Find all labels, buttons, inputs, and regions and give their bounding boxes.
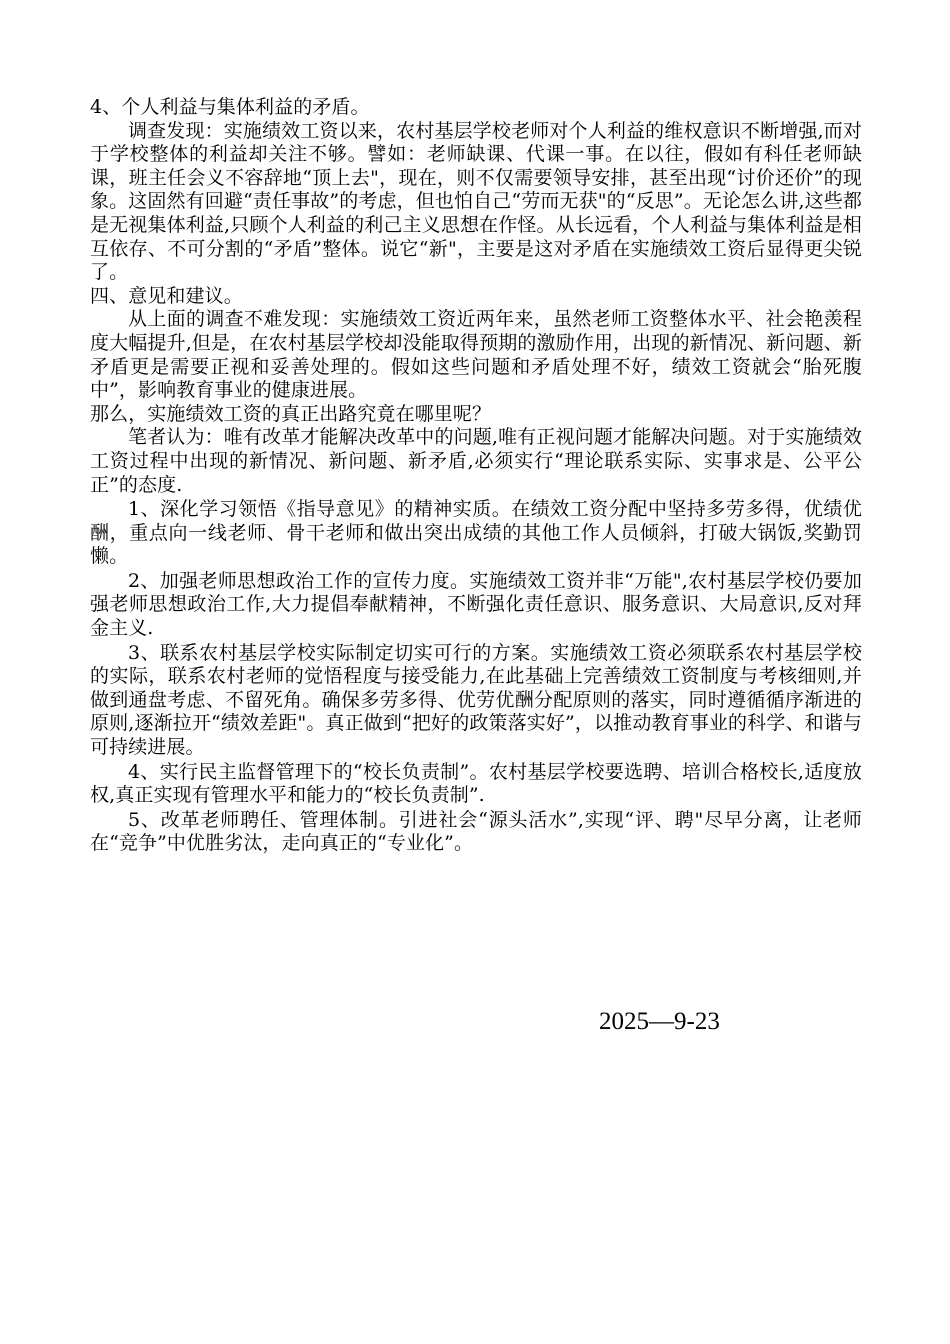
- paragraph-author-view: 笔者认为：唯有改革才能解决改革中的问题,唯有正视问题才能解决问题。对于实施绩效工资过程中出现的新情况、新问题、新矛盾,必须实行“理论联系实际、实事求是、公平公正”的态度.: [90, 426, 862, 496]
- suggestion-item-3: 3、联系农村基层学校实际制定切实可行的方案。实施绩效工资必须联系农村基层学校的实际，联系农村老师的觉悟程度与接受能力,在此基础上完善绩效工资制度与考核细则,并做到通盘考虑、不留死角。确保多劳多得、优劳优酬分配原则的落实，同时遵循循序渐进的原则,逐渐拉开“绩效差距"。真正做到“把好的政策落实好”，以推动教育事业的科学、和谐与可持续进展。: [90, 641, 862, 759]
- document-date: 2025—9-23: [599, 1008, 720, 1035]
- document-body: [90, 96, 862, 856]
- suggestion-item-2: 2、加强老师思想政治工作的宣传力度。实施绩效工资并非“万能",农村基层学校仍要加强老师思想政治工作,大力提倡奉献精神，不断强化责任意识、服务意识、大局意识,反对拜金主义.: [90, 569, 862, 640]
- section-heading-suggestions: 四、意见和建议。: [90, 284, 243, 307]
- paragraph-survey-summary: 从上面的调查不难发现：实施绩效工资近两年来，虽然老师工资整体水平、社会艳羡程度大幅提升,但是，在农村基层学校却没能取得预期的激励作用，出现的新情况、新问题、新矛盾更是需要正视和妥善处理的。假如这些问题和矛盾处理不好，绩效工资就会“胎死腹中”，影响教育事业的健康进展。: [90, 308, 862, 402]
- suggestion-item-1: 1、深化学习领悟《指导意见》的精神实质。在绩效工资分配中坚持多劳多得，优绩优酬，重点向一线老师、骨干老师和做出突出成绩的其他工作人员倾斜，打破大锅饭,奖勤罚懒。: [90, 498, 862, 568]
- paragraph-question: 那么，实施绩效工资的真正出路究竟在哪里呢？: [90, 402, 492, 425]
- suggestion-item-4: 4、实行民主监督管理下的“校长负责制”。农村基层学校要选聘、培训合格校长,适度放权,真正实现有管理水平和能力的“校长负责制”.: [90, 760, 862, 807]
- paragraph-heading-conflict: 4、个人利益与集体利益的矛盾。: [90, 96, 370, 118]
- paragraph-survey-finding: 调查发现：实施绩效工资以来，农村基层学校老师对个人利益的维权意识不断增强,而对于学校整体的利益却关注不够。譬如：老师缺课、代课一事。在以往，假如有科任老师缺课，班主任会义不容辞地“顶上去"，现在，则不仅需要领导安排，甚至出现“讨价还价”的现象。这固然有回避“责任事故”的考虑，但也怕自己“劳而无获"的“反思”。无论怎么讲,这些都是无视集体利益,只顾个人利益的利己主义思想在作怪。从长远看，个人利益与集体利益是相互依存、不可分割的“矛盾”整体。说它“新"，主要是这对矛盾在实施绩效工资后显得更尖锐了。: [90, 119, 862, 284]
- suggestion-item-5: 5、改革老师聘任、管理体制。引进社会“源头活水”,实现“评、聘"尽早分离，让老师在“竞争”中优胜劣汰，走向真正的“专业化”。: [90, 808, 862, 855]
